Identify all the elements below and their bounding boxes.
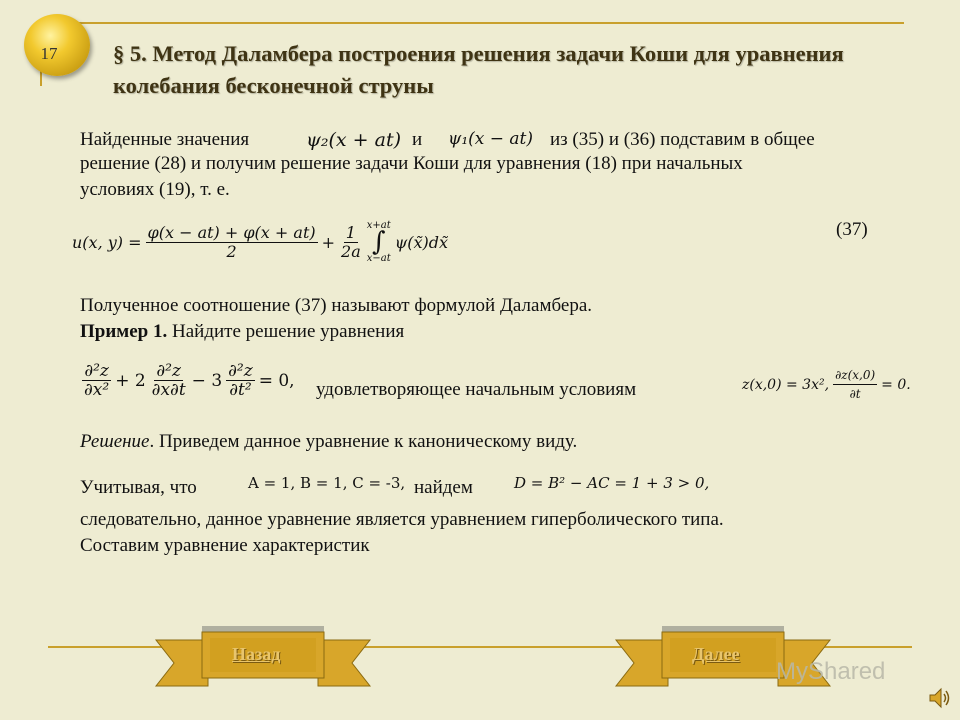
ic-derivative <box>833 366 877 403</box>
integral-sign-icon: ∫ <box>371 227 386 257</box>
term3-num: ∂²z <box>228 361 253 381</box>
given-lead: Учитывая, что <box>80 477 197 498</box>
formula-label: (37) <box>836 219 868 240</box>
example-label: Пример 1. <box>80 321 168 342</box>
next-label: Далее <box>692 644 740 664</box>
p3: следовательно, данное уравнение является уравнением гиперболического типа. <box>80 509 724 530</box>
op1: + 2 <box>115 370 146 391</box>
back-button[interactable] <box>152 620 374 702</box>
eq-end: = 0, <box>258 370 295 391</box>
speaker-icon[interactable] <box>928 686 952 715</box>
conditions-text: удовлетворяющее начальным условиям <box>316 379 637 400</box>
integral <box>367 220 391 264</box>
ic-first: z(x,0) = 3x², <box>742 376 830 393</box>
discriminant: D = B² − AC = 1 + 3 > 0, <box>514 474 710 492</box>
back-label: Назад <box>232 644 281 664</box>
ic-deriv-num: ∂z(x,0) <box>833 366 877 385</box>
term1-den: ∂x² <box>84 380 110 400</box>
psi2-expression: ψ₂(x + at) <box>306 129 402 151</box>
solution-label: Решение <box>80 431 150 452</box>
coef-denominator: 2a <box>341 241 361 261</box>
p1-line2: решение (28) и получим решение задачи Коши для уравнения (18) при начальных <box>80 153 743 174</box>
term1 <box>82 362 111 399</box>
p2: Полученное соотношение (37) называют формулой Даламбера. <box>80 295 592 316</box>
term3 <box>226 362 255 399</box>
ic-deriv-den: ∂t <box>849 387 861 401</box>
top-rule <box>40 22 904 24</box>
coef-numerator: 1 <box>345 222 356 242</box>
p4: Составим уравнение характеристик <box>80 535 370 556</box>
p1-line3: условиях (19), т. е. <box>80 179 230 200</box>
example-line <box>80 320 404 344</box>
integrand: ψ(x̃)dx̃ <box>394 232 449 252</box>
p1-lead: Найденные значения <box>80 129 250 150</box>
formula-plus: + <box>321 232 336 252</box>
op2: − 3 <box>191 370 223 391</box>
ic-end: = 0. <box>881 376 911 393</box>
term2 <box>150 362 188 399</box>
pde-equation <box>82 362 295 399</box>
slide-title: § 5. Метод Даламбера построения решения задачи Коши для уравнения колебания бесконечной струны <box>113 41 844 98</box>
slide-number: 17 <box>40 44 58 63</box>
formula-lhs: u(x, y) = <box>72 232 142 252</box>
slide-number-badge <box>24 14 90 76</box>
term2-den: ∂x∂t <box>151 380 186 400</box>
coefficients: A = 1, B = 1, C = -3, <box>248 474 406 492</box>
solution-line <box>80 430 577 454</box>
formula-numerator: φ(x − at) + φ(x + at) <box>147 222 316 242</box>
formula-coefficient <box>339 224 363 261</box>
p1-and: и <box>412 129 423 150</box>
example-text: Найдите решение уравнения <box>167 321 405 342</box>
solution-text: . Приведем данное уравнение к каноническому виду. <box>149 431 578 452</box>
psi1-expression: ψ₁(x − at) <box>448 129 534 149</box>
given-find: найдем <box>414 477 473 498</box>
initial-conditions <box>742 366 911 403</box>
term1-num: ∂²z <box>84 361 109 381</box>
integral-upper: x+at <box>366 220 391 231</box>
speaker-svg <box>928 686 952 710</box>
watermark: MyShared <box>776 658 886 685</box>
p1-tail: из (35) и (36) подставим в общее <box>550 129 815 150</box>
term3-den: ∂t² <box>229 380 252 400</box>
formula-37 <box>72 220 448 264</box>
integral-lower: x−at <box>366 253 391 264</box>
formula-denominator: 2 <box>226 241 237 261</box>
term2-num: ∂²z <box>156 361 181 381</box>
formula-fraction <box>146 224 318 261</box>
